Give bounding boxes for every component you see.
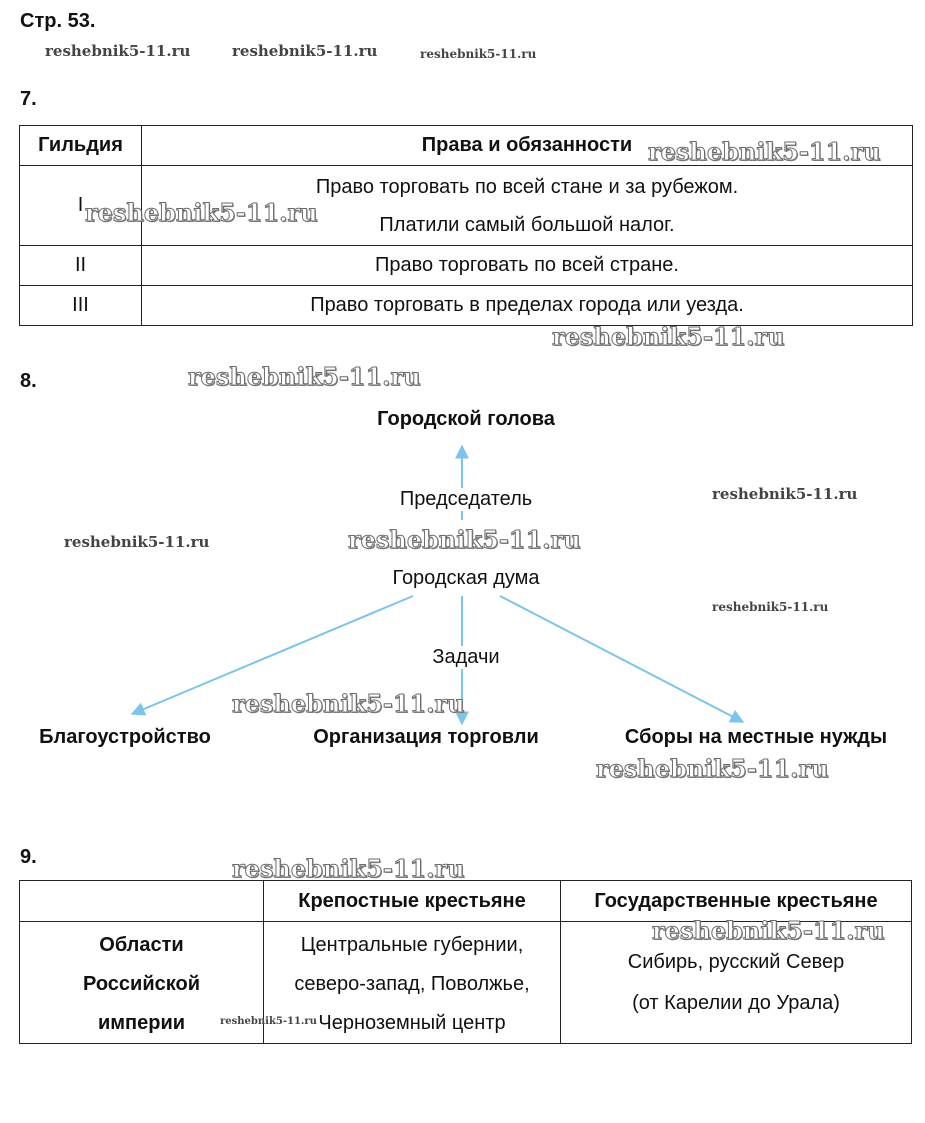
rights-line: Право торговать по всей стане и за рубежом. <box>315 175 739 198</box>
header-rights: Права и обязанности <box>142 126 913 166</box>
watermark: reshebnik5-11.ru <box>64 533 210 551</box>
watermark: reshebnik5-11.ru <box>232 42 378 60</box>
node-trade: Организация торговли <box>313 726 539 748</box>
row-label-line: Российской <box>82 973 200 995</box>
watermark: reshebnik5-11.ru <box>648 137 881 166</box>
watermark: reshebnik5-11.ru <box>652 916 885 945</box>
task-9-number: 9. <box>20 846 37 868</box>
label-chairman: Председатель <box>399 488 533 510</box>
watermark: reshebnik5-11.ru <box>188 362 421 391</box>
rights-line: Платили самый большой налог. <box>379 213 675 236</box>
task-7-number: 7. <box>20 88 37 110</box>
peasants-table <box>19 880 912 1044</box>
guild-cell: I <box>20 166 142 246</box>
watermark: reshebnik5-11.ru <box>232 854 465 883</box>
serfs-line: северо-запад, Поволжье, <box>294 973 530 995</box>
node-improvement: Благоустройство <box>39 726 211 748</box>
state-line: Сибирь, русский Север <box>627 951 845 973</box>
state-line: (от Карелии до Урала) <box>632 992 840 1014</box>
guild-cell: III <box>20 286 142 326</box>
serfs-line: Центральные губернии, <box>300 934 524 956</box>
watermark: reshebnik5-11.ru <box>596 754 829 783</box>
watermark: reshebnik5-11.ru <box>232 689 465 718</box>
task-8-number: 8. <box>20 370 37 392</box>
watermark: reshebnik5-11.ru <box>420 47 537 61</box>
row-label-line: империи <box>97 1012 186 1034</box>
watermark: reshebnik5-11.ru <box>712 485 858 503</box>
arrow-to-fees <box>500 596 743 722</box>
watermark: reshebnik5-11.ru <box>552 322 785 351</box>
label-tasks: Задачи <box>432 646 500 668</box>
watermark: reshebnik5-11.ru <box>85 198 318 227</box>
rights-cell: Право торговать в пределах города или уезда. <box>142 286 913 326</box>
row-label-line: Области <box>99 934 184 956</box>
guild-cell: II <box>20 246 142 286</box>
header-guild: Гильдия <box>20 126 142 166</box>
serfs-line: Черноземный центр <box>318 1012 506 1034</box>
watermark: reshebnik5-11.ru <box>712 600 829 614</box>
page-reference: Стр. 53. <box>20 10 96 32</box>
watermark: reshebnik5-11.ru <box>220 1016 317 1027</box>
node-city-head: Городской голова <box>377 408 555 430</box>
header-state-peasants: Государственные крестьяне <box>561 881 912 922</box>
rights-cell: Право торговать по всей стране. <box>142 246 913 286</box>
node-local-fees: Сборы на местные нужды <box>624 726 888 748</box>
watermark: reshebnik5-11.ru <box>348 525 581 554</box>
watermark: reshebnik5-11.ru <box>45 42 191 60</box>
header-serfs: Крепостные крестьяне <box>264 881 561 922</box>
header-empty <box>20 881 264 922</box>
node-city-duma: Городская дума <box>392 567 540 589</box>
